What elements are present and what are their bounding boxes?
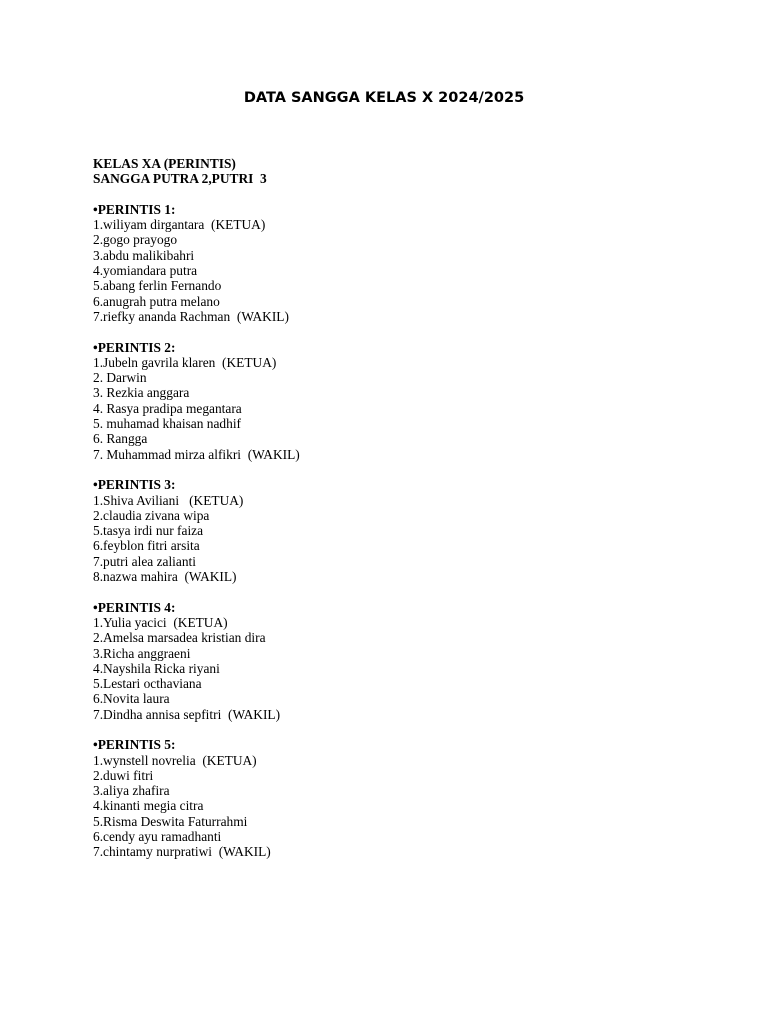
member-item: 3. Rezkia anggara — [93, 385, 190, 401]
member-item: 5.tasya irdi nur faiza — [93, 523, 204, 539]
member-item: 1.wiliyam dirgantara (KETUA) — [93, 217, 266, 233]
member-item: 6.anugrah putra melano — [93, 293, 220, 309]
member-item: 6. Rangga — [93, 431, 148, 447]
member-item: 7.Dindha annisa sepfitri (WAKIL) — [93, 706, 281, 722]
group-perintis-1 — [93, 202, 713, 324]
member-item: 7.putri alea zalianti — [93, 553, 196, 569]
group-title: •PERINTIS 4: — [93, 599, 176, 615]
member-item: 7.riefky ananda Rachman (WAKIL) — [93, 308, 289, 324]
group-perintis-4 — [93, 600, 713, 722]
class-heading: KELAS XA (PERINTIS) — [93, 156, 236, 171]
member-item: 4.kinanti megia citra — [93, 798, 204, 814]
member-item: 6.feyblon fitri arsita — [93, 538, 200, 554]
group-perintis-3 — [93, 477, 713, 584]
member-item: 6.Novita laura — [93, 691, 170, 707]
sangga-heading: SANGGA PUTRA 2,PUTRI 3 — [93, 171, 267, 187]
member-item: 5.Risma Deswita Faturrahmi — [93, 813, 248, 829]
document-title: DATA SANGGA KELAS X 2024/2025 — [243, 90, 525, 106]
group-title: •PERINTIS 2: — [93, 339, 176, 355]
member-item: 1.wynstell novrelia (KETUA) — [93, 752, 257, 768]
member-item: 4.yomiandara putra — [93, 263, 198, 279]
member-item: 1.Shiva Aviliani (KETUA) — [93, 492, 244, 508]
member-item: 2.Amelsa marsadea kristian dira — [93, 630, 266, 646]
group-title: •PERINTIS 3: — [93, 477, 176, 493]
member-item: 8.nazwa mahira (WAKIL) — [93, 569, 237, 585]
member-item: 7.chintamy nurpratiwi (WAKIL) — [93, 844, 271, 860]
member-item: 3.Richa anggraeni — [93, 645, 191, 661]
member-item: 2.claudia zivana wipa — [93, 507, 210, 523]
member-item: 7. Muhammad mirza alfikri (WAKIL) — [93, 446, 300, 462]
group-title: •PERINTIS 1: — [93, 201, 176, 217]
member-item: 2.duwi fitri — [93, 767, 154, 783]
member-item: 5.Lestari octhaviana — [93, 676, 202, 692]
member-item: 3.aliya zhafira — [93, 783, 170, 799]
group-title: •PERINTIS 5: — [93, 737, 176, 753]
member-item: 5.abang ferlin Fernando — [93, 278, 222, 294]
member-item: 4. Rasya pradipa megantara — [93, 400, 242, 416]
member-item: 6.cendy ayu ramadhanti — [93, 829, 222, 845]
group-perintis-2 — [93, 340, 713, 462]
member-item: 1.Jubeln gavrila klaren (KETUA) — [93, 354, 277, 370]
member-item: 1.Yulia yacici (KETUA) — [93, 614, 228, 630]
member-item: 2.gogo prayogo — [93, 232, 178, 248]
document-body — [93, 156, 713, 860]
member-item: 5. muhamad khaisan nadhif — [93, 416, 242, 432]
member-item: 2. Darwin — [93, 370, 147, 386]
group-perintis-5 — [93, 737, 713, 859]
member-item: 3.abdu malikibahri — [93, 247, 195, 263]
member-item: 4.Nayshila Ricka riyani — [93, 660, 220, 676]
